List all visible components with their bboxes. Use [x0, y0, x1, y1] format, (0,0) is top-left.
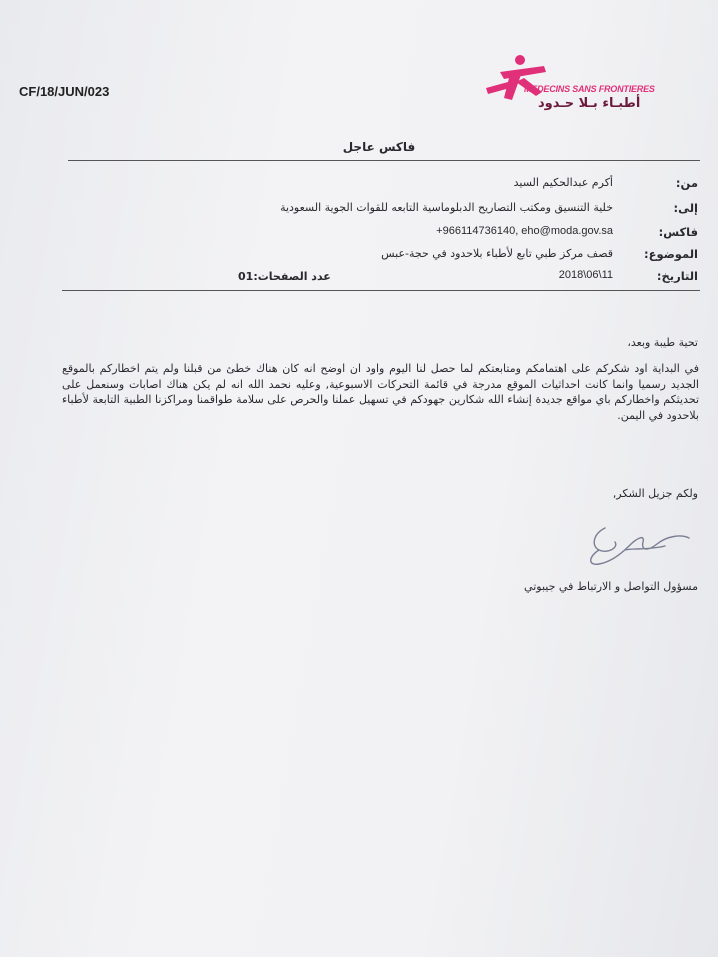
from-label: من: [675, 176, 698, 190]
to-value: خلية التنسيق ومكتب التصاريح الدبلوماسية التابعه للقوات الجوية السعودية [280, 201, 613, 214]
fax-label: فاكس: [658, 225, 698, 239]
msf-running-figure-icon [482, 52, 552, 102]
letter-body: في البداية اود شكركم على اهتمامكم ومتابعتكم لما حصل لنا اليوم واود ان اوضح انه كان هناك خطئ من قبلنا ولم يتم اخطاركم بالموقع الجديد رسميا وانما كانت احداثيات الموقع مدرجة في قائمة التحركات الاسبوعية, وعليه نحمد الله انه لم يكن هناك اصابات وسنعمل على تحديثكم واخطاركم باي مواقع جديدة إنشاء الله شكارين جهودكم في تسهيل عملنا والحرص على سلامة طواقمنا ومراكزنا الطبية التابعة لأطباء بلاحدود في اليمن. [62, 362, 699, 422]
fax-title: فاكس عاجل [342, 140, 416, 154]
subject-value: قصف مركز طبي تابع لأطباء بلاحدود في حجة-عبس [381, 247, 613, 260]
page-count: عدد الصفحات:01 [238, 270, 331, 283]
closing-thanks: ولكم جزيل الشكر, [612, 487, 698, 500]
subject-label: الموضوع: [644, 247, 698, 261]
logo-name-english: MEDECINS SANS FRONTIERES [524, 84, 655, 94]
handwritten-signature [585, 520, 695, 570]
header-bottom-rule [62, 290, 700, 291]
signatory-title: مسؤول التواصل و الارتباط في جيبوتي [524, 580, 698, 593]
logo-name-arabic: أطبـاء بـلا حـدود [538, 96, 641, 111]
from-value: أكرم عبدالحكيم السيد [513, 176, 613, 189]
date-value: 2018\06\11 [558, 269, 613, 281]
to-label: إلى: [673, 201, 698, 215]
date-label: التاريخ: [656, 269, 698, 283]
header-top-rule [68, 160, 700, 161]
fax-value: +966114736140, eho@moda.gov.sa [436, 225, 613, 237]
msf-logo [482, 52, 692, 118]
fax-reference-number: CF/18/JUN/023 [19, 84, 110, 99]
greeting: تحية طيبة وبعد، [627, 336, 698, 349]
